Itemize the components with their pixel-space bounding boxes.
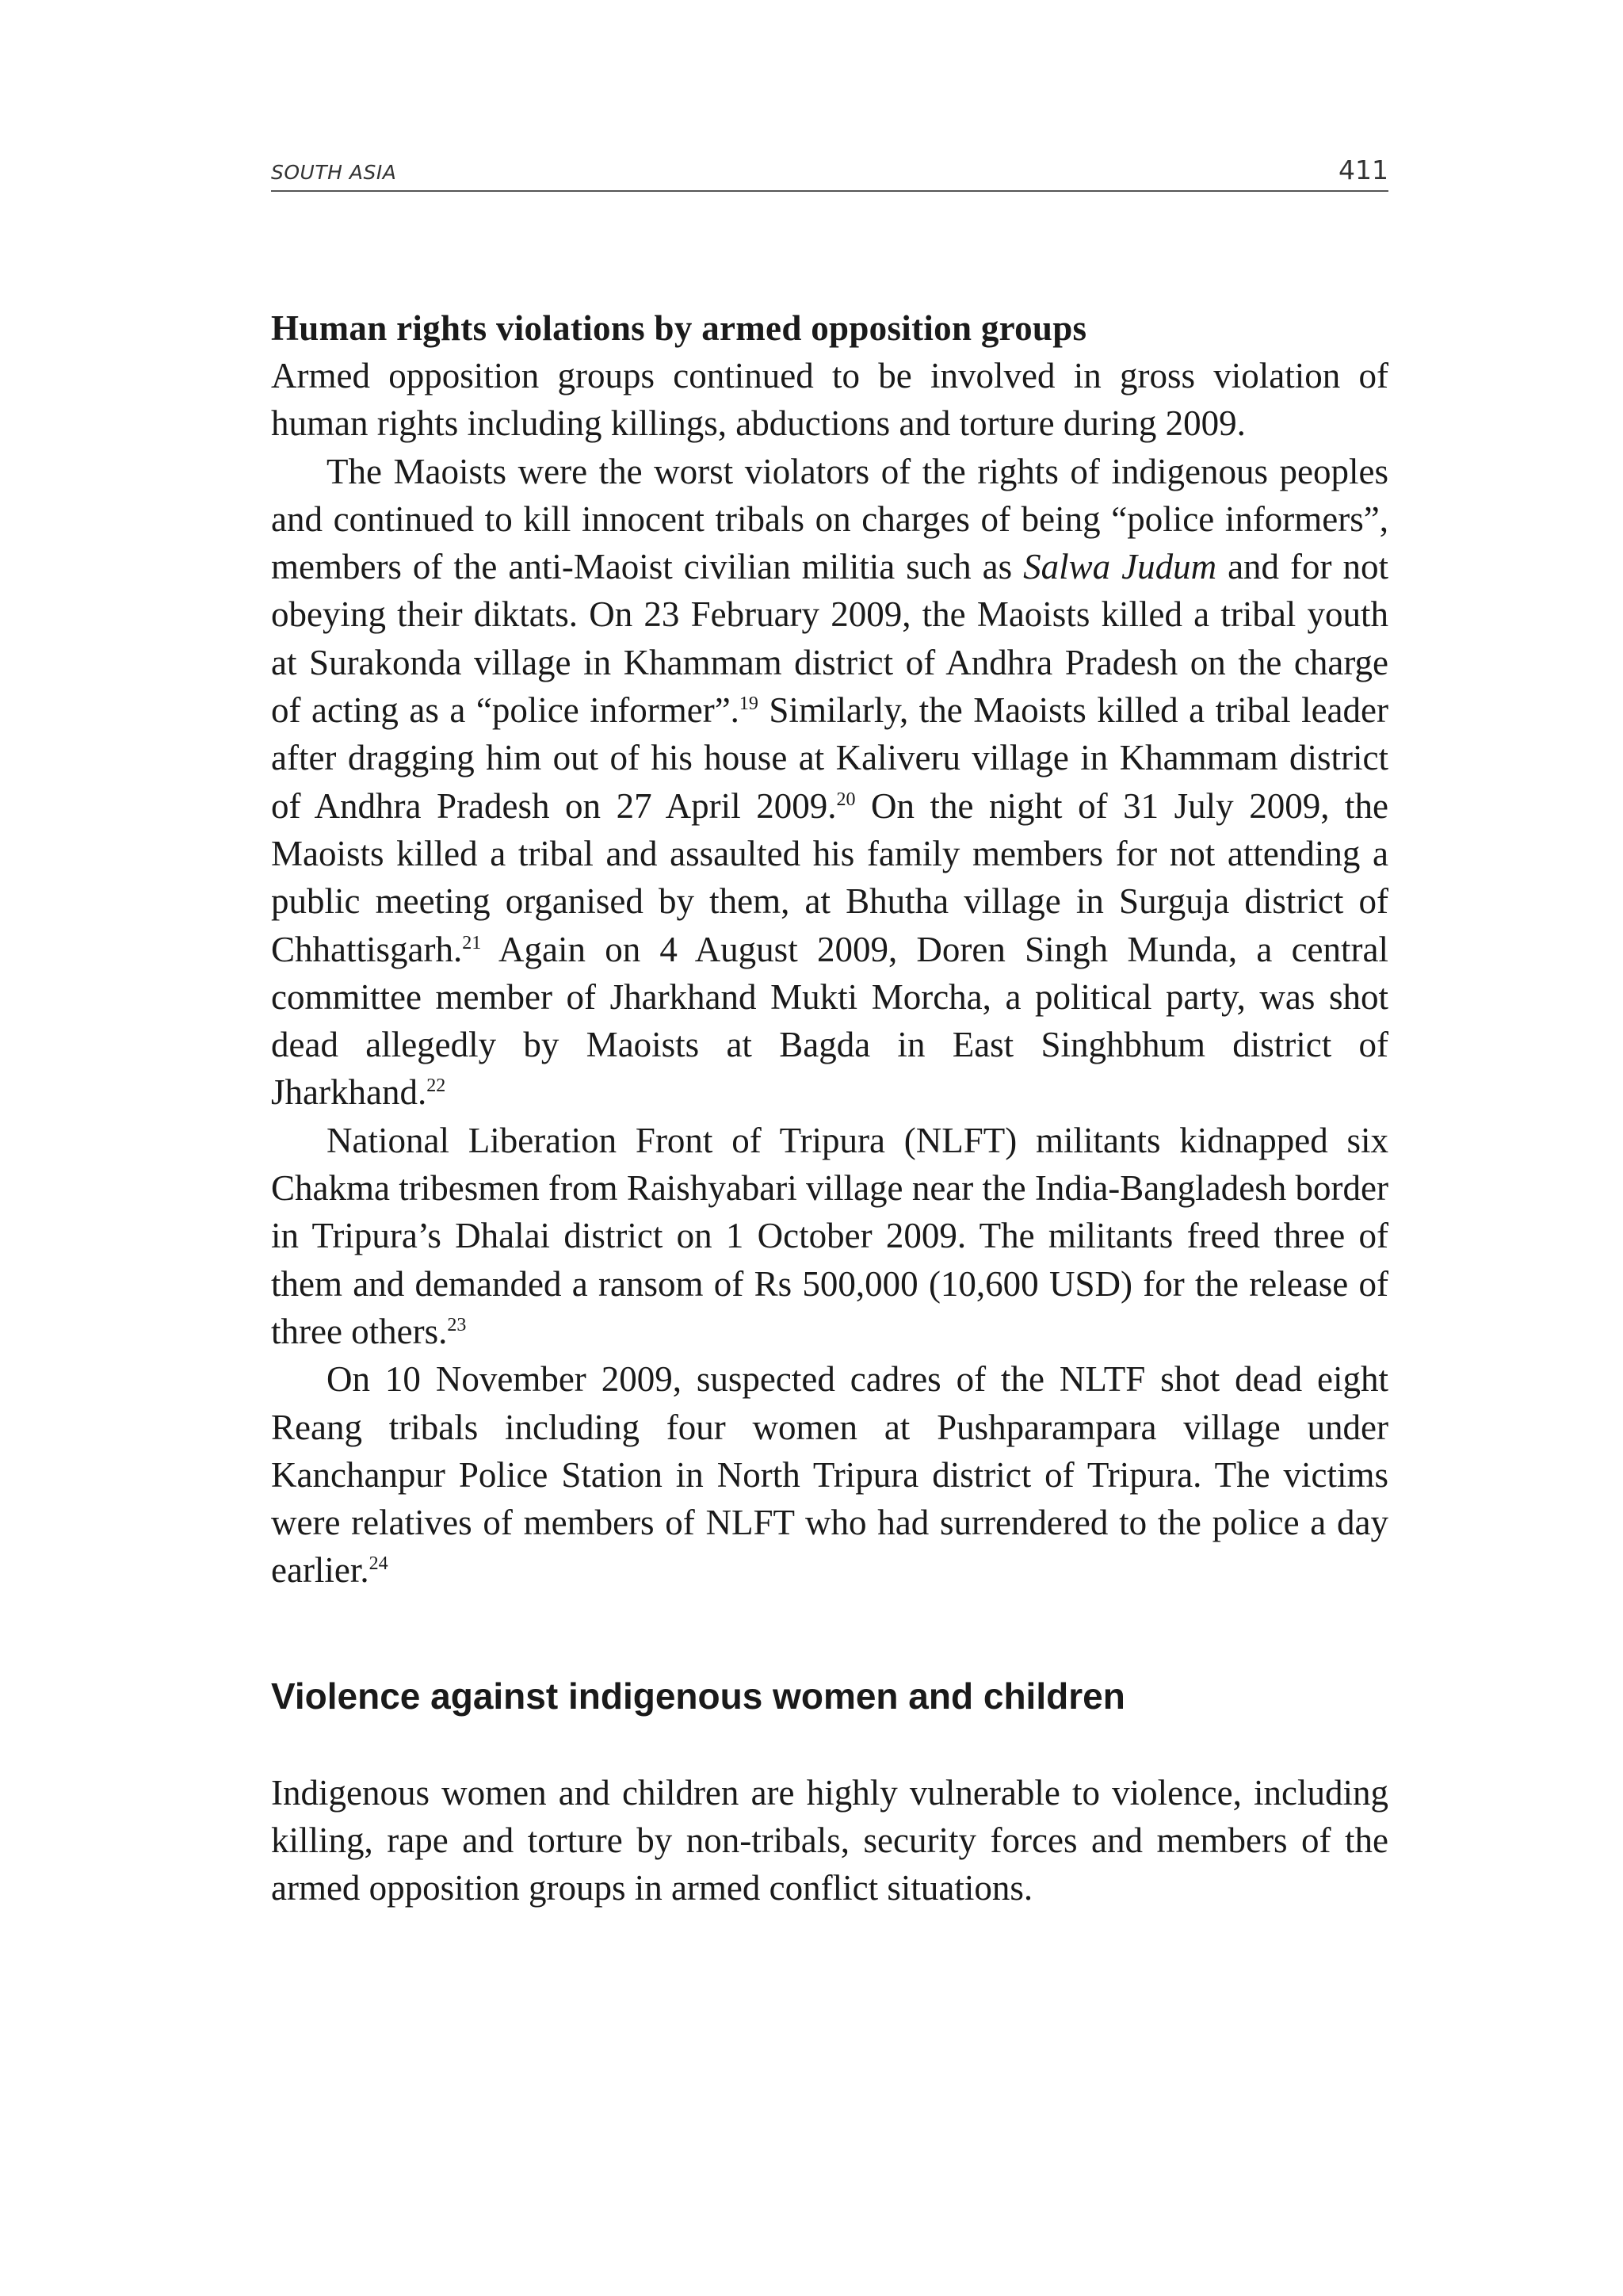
running-header: [271, 151, 1388, 192]
paragraph-nltf: [271, 1355, 1388, 1594]
text-run: Similarly, the Maoists killed a tribal leader after dragging him out of his house at Kaliveru village in Khammam district of Andhra Pradesh on 27 April 2009.: [271, 690, 1388, 826]
paragraph-intro: Armed opposition groups continued to be involved in gross violation of human rights including killings, abductions and torture during 2009.: [271, 356, 1388, 444]
body-text: [271, 304, 1388, 1912]
section-heading-violence: Violence against indigenous women and children: [271, 1675, 1125, 1717]
text-run: The Maoists were the worst violators of the rights of indigenous peoples and continued to kill innocent tribals on charges of being “police informers”, members of the anti-Maoist civilian militia such as: [271, 451, 1388, 587]
text-run: and for not obeying their diktats. On 23 February 2009, the Maoists killed a tribal youth at Surakonda village in Khammam district of Andhra Pradesh on the charge of acting as a “police informer”.: [271, 547, 1388, 731]
footnote-ref-24: 24: [369, 1553, 388, 1575]
page-number: 411: [1338, 155, 1388, 185]
italic-term: Salwa Judum: [1023, 547, 1217, 587]
text-run: On 10 November 2009, suspected cadres of the NLTF shot dead eight Reang tribals including four women at Pushparampara village under Kanchanpur Police Station in North Tripura district of Tripura. The victims were relatives of members of NLFT who had surrendered to the police a day earlier.: [271, 1359, 1388, 1591]
document-page: [271, 151, 1388, 1912]
footnote-ref-19: 19: [739, 693, 758, 715]
text-run: On the night of 31 July 2009, the Maoists killed a tribal and assaulted his family members for not attending a public meeting organised by them, at Bhutha village in Surguja district of Chhattisgarh.: [271, 785, 1388, 969]
text-run: Again on 4 August 2009, Doren Singh Munda, a central committee member of Jharkhand Mukti Morcha, a political party, was shot dead allegedly by Maoists at Bagda in East Singhbhum district of Jharkhand.: [271, 929, 1388, 1113]
paragraph-nlft: [271, 1117, 1388, 1355]
footnote-ref-22: 22: [426, 1075, 446, 1097]
text-run: National Liberation Front of Tripura (NLFT) militants kidnapped six Chakma tribesmen from Raishyabari village near the India-Bangladesh border in Tripura’s Dhalai district on 1 October 2009. The militants freed three of them and demanded a ransom of Rs 500,000 (10,600 USD) for the release of three others.: [271, 1120, 1388, 1351]
subheading-armed-groups: Human rights violations by armed opposition groups: [271, 308, 1087, 348]
paragraph-violence-intro: Indigenous women and children are highly vulnerable to violence, including killing, rape and torture by non-tribals, security forces and members of the armed opposition groups in armed conflict situations.: [271, 1772, 1388, 1908]
footnote-ref-21: 21: [462, 932, 482, 953]
section-label: SOUTH ASIA: [271, 161, 397, 184]
paragraph-maoists: [271, 448, 1388, 1117]
footnote-ref-23: 23: [447, 1314, 467, 1335]
footnote-ref-20: 20: [836, 789, 856, 810]
